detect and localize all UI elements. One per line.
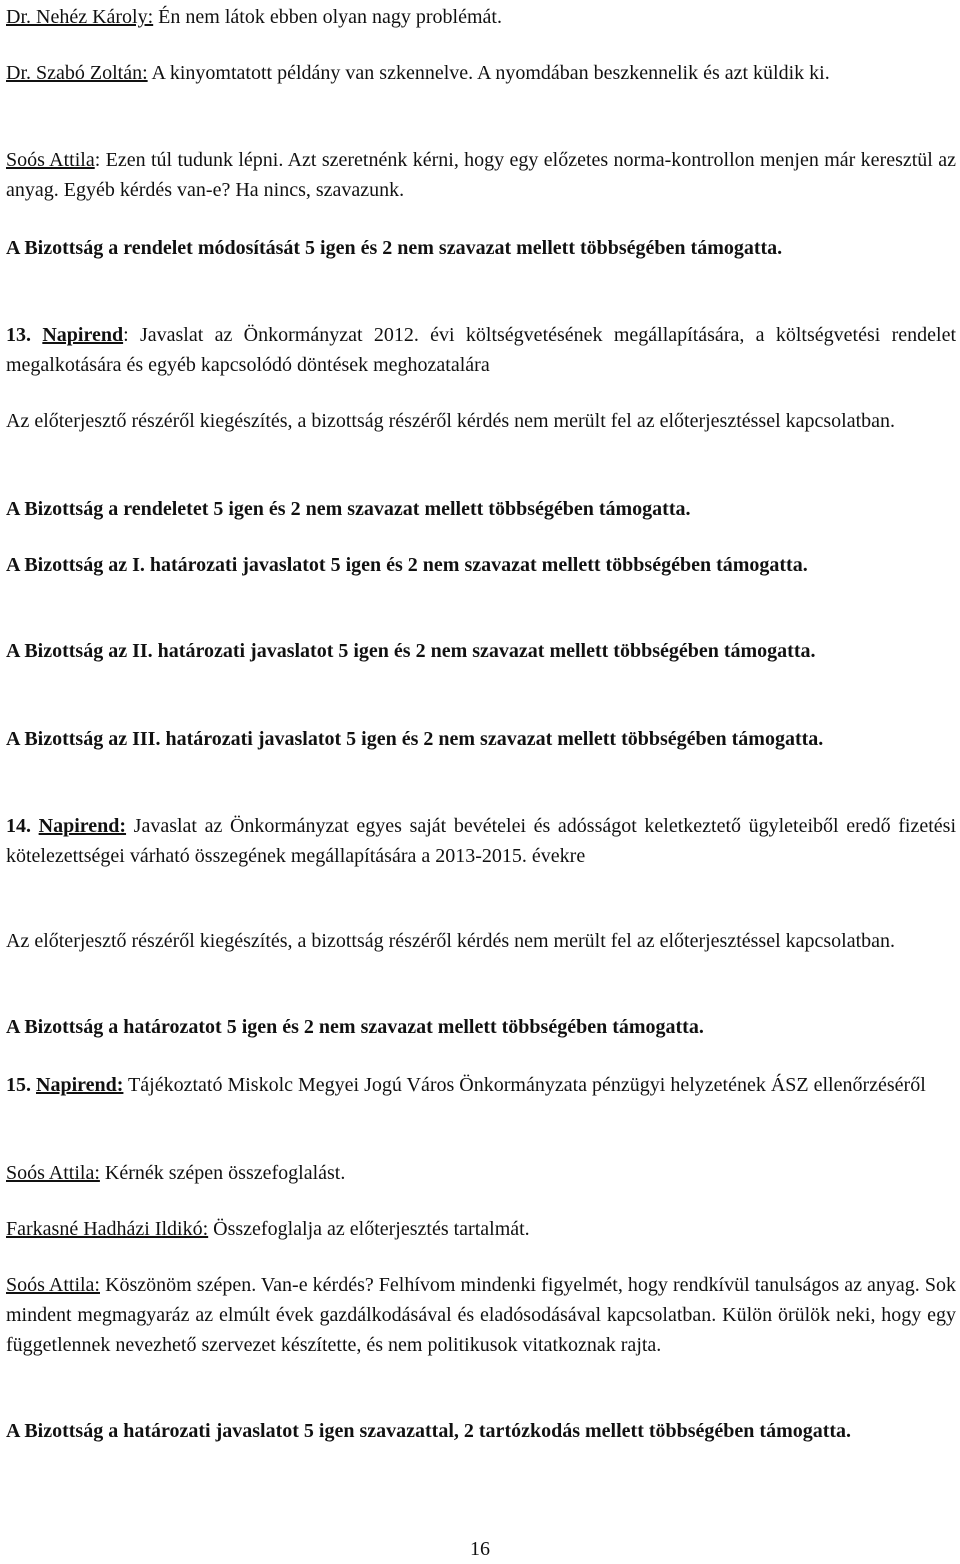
presenter-note-14: Az előterjesztő részéről kiegészítés, a bizottság részéről kérdés nem merült fel az előterjesztéssel kapcsolatban. [6,930,896,952]
agenda-text: Tájékoztató Miskolc Megyei Jogú Város Önkormányzata pénzügyi helyzetének ÁSZ ellenőrzéséről [123,1074,926,1096]
speaker-name: Soós Attila: [6,1162,100,1184]
decision-rendelet-13: A Bizottság a rendeletet 5 igen és 2 nem szavazat mellett többségében támogatta. [6,498,691,520]
decision-rendelet-modositas: A Bizottság a rendelet módosítását 5 igen és 2 nem szavazat mellett többségében támogatta. [6,237,783,259]
agenda-label: Napirend: [36,1074,124,1096]
agenda-number: 15. [6,1074,31,1096]
statement-text: Kérnék szépen összefoglalást. [99,1162,346,1184]
speaker-name: Dr. Szabó Zoltán: [6,62,148,84]
presenter-note-13: Az előterjesztő részéről kiegészítés, a bizottság részéről kérdés nem merült fel az előterjesztéssel kapcsolatban. [6,410,896,432]
decision-hatarozat-iii: A Bizottság az III. határozati javaslatot 5 igen és 2 nem szavazat mellett többségében támogatta. [6,728,824,750]
page-number: 16 [470,1538,490,1560]
statement-soos-1 [6,145,956,205]
agenda-item-14 [6,811,956,871]
decision-hatarozat-ii: A Bizottság az II. határozati javaslatot 5 igen és 2 nem szavazat mellett többségében támogatta. [6,640,816,662]
speaker-name: Soós Attila: [6,1274,100,1296]
agenda-label: Napirend: [38,815,127,837]
speaker-name: Dr. Nehéz Károly: [6,6,154,28]
statement-text: Köszönöm szépen. Van-e kérdés? Felhívom mindenki figyelmét, hogy rendkívül tanulságos az anyag. Sok mindent megmagyaráz az elmúlt évek gazdálkodásával és eladósodásával kapcsolatban. Külön örülök neki, hogy egy függetlennek nevezhető szervezet készítette, és nem politikusok vitatkoznak rajta. [6,1274,956,1356]
agenda-text: Javaslat az Önkormányzat egyes saját bevételei és adósságot keletkeztető ügyleteiből eredő fizetési kötelezettségei várható összegének megállapítására a 2013-2015. évekre [6,815,956,867]
statement-szabo [6,58,956,88]
speaker-name: Farkasné Hadházi Ildikó: [6,1218,209,1240]
statement-text: : Ezen túl tudunk lépni. Azt szeretnénk kérni, hogy egy előzetes norma-kontrollon menjen már keresztül az anyag. Egyéb kérdés van-e? Ha nincs, szavazunk. [6,149,956,201]
agenda-number: 14. [6,815,31,837]
agenda-item-13 [6,320,956,380]
statement-text: Én nem látok ebben olyan nagy problémát. [153,6,502,28]
agenda-text: : Javaslat az Önkormányzat 2012. évi költségvetésének megállapítására, a költségvetési rendelet megalkotására és egyéb kapcsolódó döntések meghozatalára [6,324,957,376]
statement-nehez [6,2,956,32]
agenda-label: Napirend [42,324,124,346]
statement-soos-2 [6,1158,956,1188]
speaker-name: Soós Attila [6,149,95,171]
statement-farkasne [6,1214,956,1244]
decision-hatarozat-15: A Bizottság a határozati javaslatot 5 igen szavazattal, 2 tartózkodás mellett többségében támogatta. [6,1420,852,1442]
agenda-item-15 [6,1070,956,1100]
decision-hatarozat-i: A Bizottság az I. határozati javaslatot 5 igen és 2 nem szavazat mellett többségében támogatta. [6,554,808,576]
statement-soos-3 [6,1270,956,1360]
decision-hatarozat-14: A Bizottság a határozatot 5 igen és 2 nem szavazat mellett többségében támogatta. [6,1016,704,1038]
statement-text: A kinyomtatott példány van szkennelve. A nyomdában beszkennelik és azt küldik ki. [147,62,830,84]
statement-text: Összefoglalja az előterjesztés tartalmát. [208,1218,530,1240]
agenda-number: 13. [6,324,31,346]
